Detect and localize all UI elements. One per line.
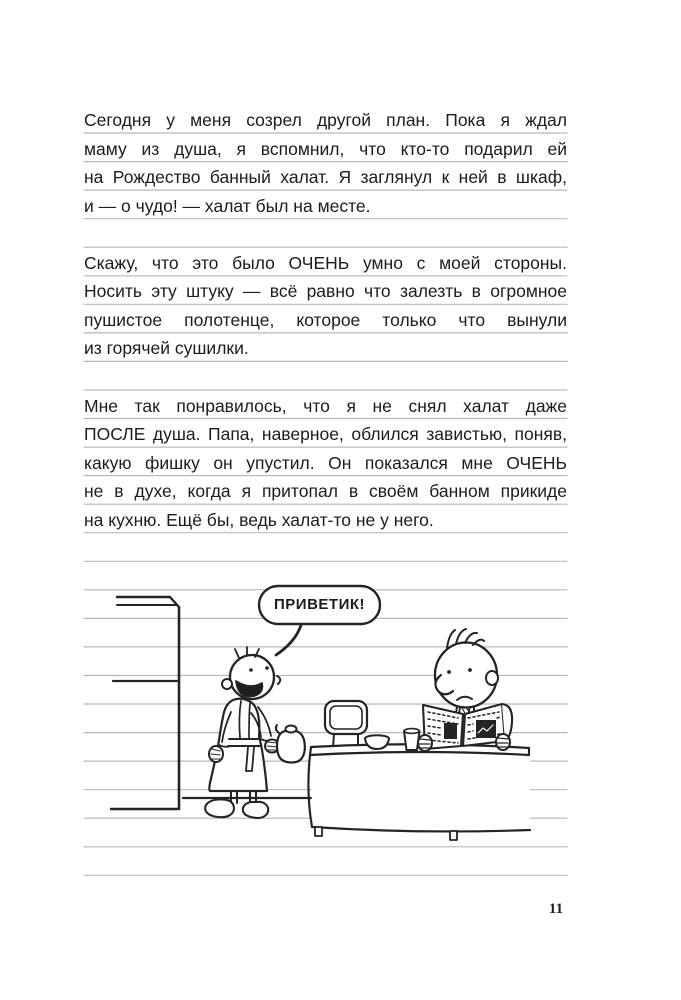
greg-hair — [235, 647, 259, 658]
diary-line: на Рождество банный халат. Я заглянул к ней в шкаф, — [84, 167, 567, 187]
diary-line: Скажу, что это было ОЧЕНЬ умно с моей стороны. — [84, 252, 567, 273]
coffee-pot — [276, 725, 305, 763]
chair — [325, 701, 367, 747]
diary-line: на кухню. Ещё бы, ведь халат-то не у него. — [84, 509, 434, 530]
diary-line: Носить эту штуку — всё равно что залезть в огромное — [84, 281, 567, 301]
diary-line: пушистое полотенце, которое только что вынули — [84, 309, 567, 330]
diary-line: маму из душа, я вспомнил, что кто-то подарил ей — [84, 138, 567, 159]
dad-eye — [468, 668, 472, 672]
greg-eye — [249, 668, 253, 672]
greg-nose — [277, 676, 280, 684]
dad-ear — [486, 671, 498, 685]
diary-line: и — о чудо! — халат был на месте. — [84, 195, 371, 216]
fridge — [111, 597, 179, 809]
greg-shoe — [243, 802, 268, 818]
diary-line: не в духе, когда я притопал в своём банном прикиде — [84, 481, 567, 501]
diary-line: ПОСЛЕ душа. Папа, наверное, облился завистью, поняв, — [84, 424, 567, 444]
greg-eye — [265, 666, 269, 670]
diary-line: какую фишку он упустил. Он показался мне ОЧЕНЬ — [84, 452, 567, 473]
dad-eye — [447, 670, 451, 674]
page-number: 11 — [548, 901, 564, 917]
diary-line: Мне так понравилось, что я не снял халат даже — [84, 395, 567, 416]
greg-ear — [222, 679, 232, 689]
glass — [404, 729, 420, 750]
diary-line: Сегодня у меня созрел другой план. Пока я ждал — [84, 110, 567, 130]
greg-figure — [205, 647, 305, 818]
diary-line: из горячей сушилки. — [84, 338, 249, 358]
kitchen-counter — [308, 744, 530, 840]
speech-bubble-text: ПРИВЕТИК! — [274, 596, 365, 613]
bathrobe — [209, 699, 267, 791]
greg-shoe — [205, 799, 234, 817]
bowl — [365, 735, 389, 749]
